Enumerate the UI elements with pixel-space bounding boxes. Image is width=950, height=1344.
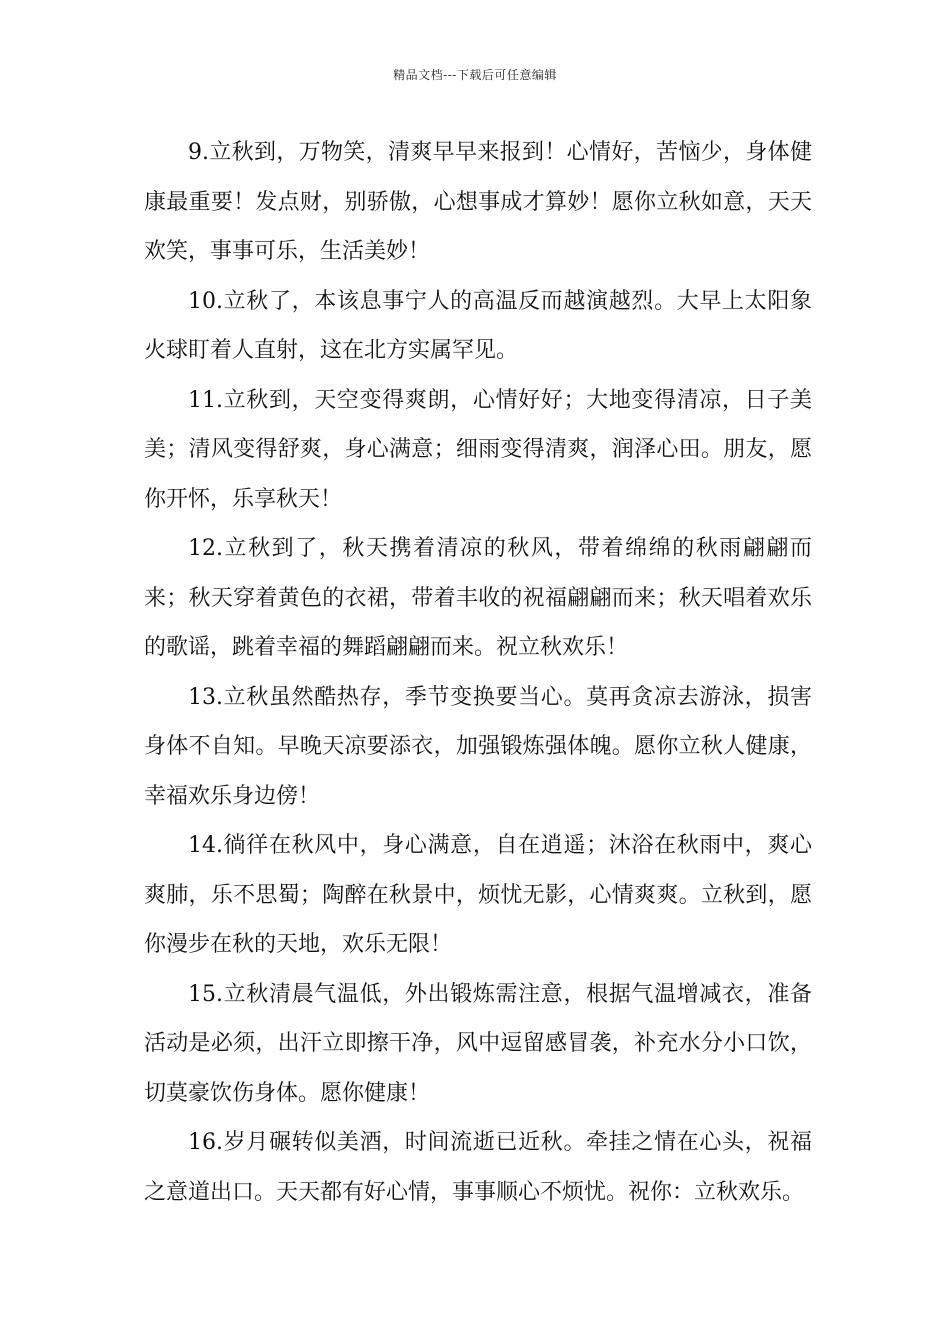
document-body — [144, 128, 812, 1217]
paragraph-9: 9.立秋到，万物笑，清爽早早来报到！心情好，苦恼少，身体健康最重要！发点财，别骄傲，心想事成才算妙！愿你立秋如意，天天欢笑，事事可乐，生活美妙！ — [144, 140, 812, 264]
paragraph-15: 15.立秋清晨气温低，外出锻炼需注意，根据气温增减衣，准备活动是必须，出汗立即擦干净，风中逗留感冒袭，补充水分小口饮，切莫豪饮伤身体。愿你健康！ — [144, 981, 812, 1106]
page-header: 精品文档---下载后可任意编辑 — [393, 68, 557, 82]
paragraph-11: 11.立秋到，天空变得爽朗，心情好好；大地变得清凉，日子美美；清风变得舒爽，身心满意；细雨变得清爽，润泽心田。朋友，愿你开怀，乐享秋天！ — [144, 387, 812, 512]
paragraph-16: 16.岁月碾转似美酒，时间流逝已近秋。牵挂之情在心头，祝福之意道出口。天天都有好心情，事事顺心不烦忧。祝你：立秋欢乐。 — [144, 1130, 812, 1205]
paragraph-10: 10.立秋了，本该息事宁人的高温反而越演越烈。大早上太阳象火球盯着人直射，这在北方实属罕见。 — [144, 288, 812, 363]
paragraph-13: 13.立秋虽然酷热存，季节变换要当心。莫再贪凉去游泳，损害身体不自知。早晚天凉要添衣，加强锻炼强体魄。愿你立秋人健康，幸福欢乐身边傍！ — [144, 684, 812, 809]
paragraph-12: 12.立秋到了，秋天携着清凉的秋风，带着绵绵的秋雨翩翩而来；秋天穿着黄色的衣裙，带着丰收的祝福翩翩而来；秋天唱着欢乐的歌谣，跳着幸福的舞蹈翩翩而来。祝立秋欢乐！ — [144, 536, 812, 660]
paragraph-14: 14.徜徉在秋风中，身心满意，自在逍遥；沐浴在秋雨中，爽心爽肺，乐不思蜀；陶醉在秋景中，烦忧无影，心情爽爽。立秋到，愿你漫步在秋的天地，欢乐无限！ — [144, 833, 812, 957]
